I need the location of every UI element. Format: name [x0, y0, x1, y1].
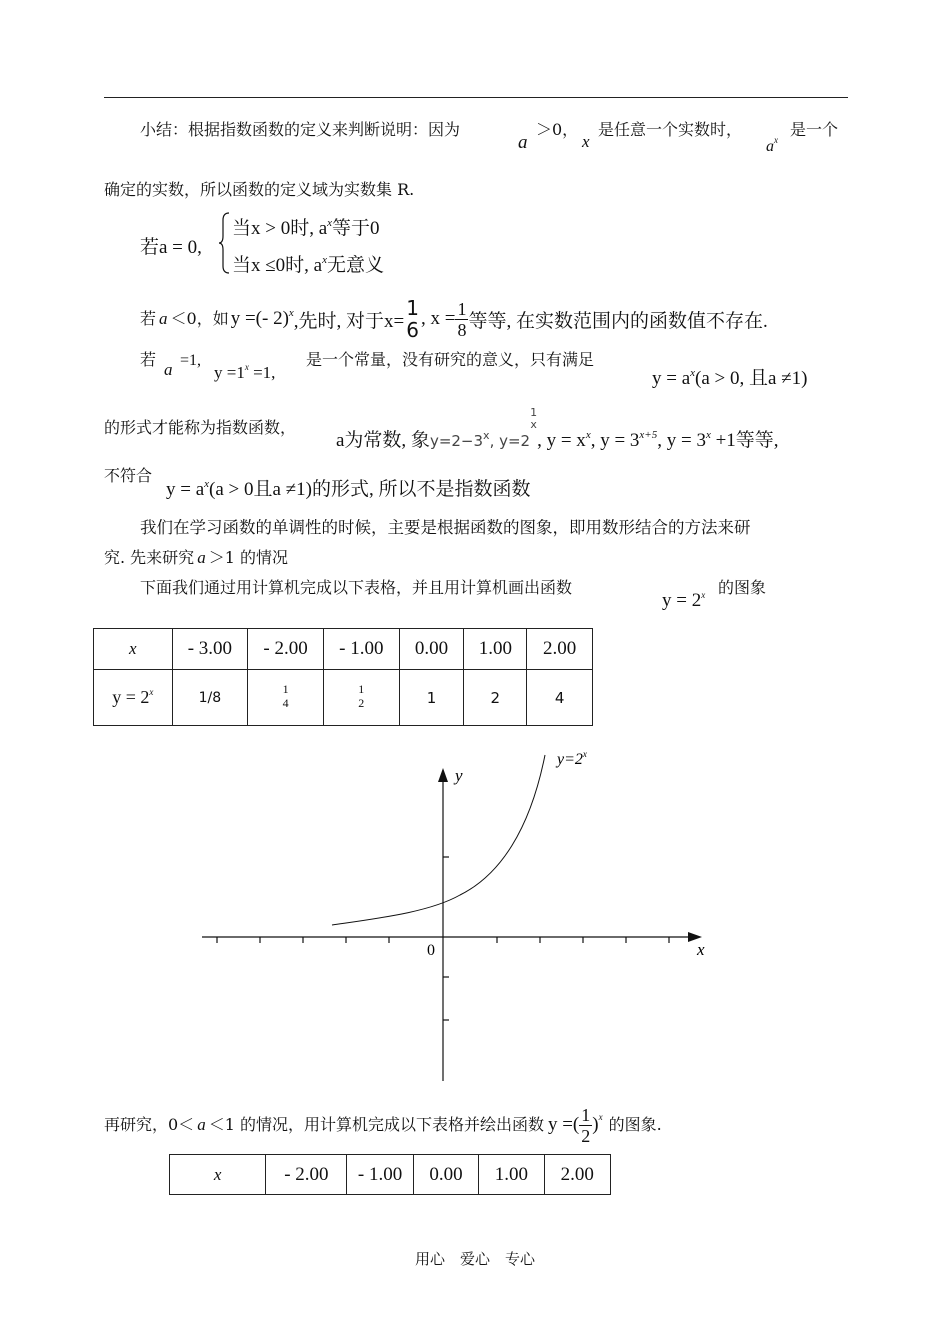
para-table1-end: 的图象	[718, 578, 767, 597]
case-zero-line-2: 当x ≤0时, $a^x$无意义	[232, 254, 385, 276]
para-table1-expr: $y = 2^x$	[662, 590, 706, 611]
para-mono-line-2: 究. 先来研究 a ＞1 的情况	[104, 548, 288, 567]
table-cell: 0.00	[413, 1155, 478, 1195]
table-cell: 1 2	[323, 670, 399, 726]
y-ticks	[443, 857, 449, 1020]
table-cell: 0.00	[399, 629, 464, 670]
case-one-text: 是一个常量，没有研究的意义，只有满足	[306, 350, 595, 369]
summary-ax: $a^x$	[766, 135, 778, 155]
case-one-form: $y = a^x(a > 0$, 且a ≠1)	[652, 367, 808, 389]
summary-line-1: 小结：根据指数函数的定义来判断说明：因为	[140, 120, 461, 139]
table-cell: 1.00	[479, 1155, 544, 1195]
table-cell: - 3.00	[172, 629, 248, 670]
fraction-one-half: $\frac{1}{2}$	[581, 1104, 591, 1146]
para-mono-line-1: 我们在学习函数的单调性的时候，主要是根据函数的图象，即用数形结合的方法来研	[140, 518, 751, 537]
table-row	[94, 670, 593, 726]
table-cell: 1 4	[248, 670, 324, 726]
summary-var-a: a	[518, 132, 528, 153]
table-cell: 1	[399, 670, 464, 726]
case-one-a: a	[164, 360, 173, 379]
fraction-one-sixth: 1 6	[406, 296, 419, 342]
table-cell: 1.00	[464, 629, 527, 670]
summary-text-c: 是一个	[790, 120, 839, 139]
case-one-ruo: 若	[140, 350, 157, 369]
not-fit-label: 不符合	[104, 466, 153, 485]
summary-var-x: x	[582, 132, 590, 151]
exponential-curve	[332, 755, 545, 925]
page-footer: 用心 爱心 专心	[414, 1250, 535, 1268]
para-table1-text: 下面我们通过用计算机完成以下表格，并且用计算机画出函数	[140, 578, 573, 597]
table-cell: - 2.00	[248, 629, 324, 670]
table-header-cell: x	[170, 1155, 266, 1195]
table-cell: 1/8	[172, 670, 248, 726]
table-cell: 2.00	[544, 1155, 610, 1195]
table-cell: 4	[527, 670, 593, 726]
brace-icon	[218, 212, 230, 274]
summary-text-b: 是任意一个实数时，	[598, 120, 743, 139]
table-cell: - 1.00	[347, 1155, 413, 1195]
header-rule	[104, 97, 848, 98]
x-axis-label: x	[697, 940, 705, 959]
form-line-examples: a为常数, 象$y=2-3^x$, y=2 1 x , $y = x^x$, $y = 3^{x+5}$, $y = 3^x +1$等等,	[336, 406, 779, 451]
curve-label: $y=2^x$	[557, 749, 587, 768]
table-row	[170, 1155, 611, 1195]
table-cell: - 2.00	[266, 1155, 347, 1195]
para-table2-line: 再研究，0＜ a ＜1 的情况，用计算机完成以下表格并绘出函数 y =( $\frac{1}{2}$ )$^x$ 的图象.	[104, 1104, 662, 1146]
y-axis-label: y	[455, 766, 463, 785]
y-axis-arrow-icon	[438, 768, 448, 782]
table-cell: - 1.00	[323, 629, 399, 670]
summary-line-2: 确定的实数，所以函数的定义域为实数集 R.	[104, 180, 415, 199]
origin-label: 0	[427, 942, 435, 959]
table-header-cell: x	[94, 629, 173, 670]
case-one-eq1: =1,	[180, 352, 202, 369]
exponential-graph	[0, 740, 950, 1100]
not-fit-expr: $y = a^x(a > 0$且a ≠1)的形式, 所以不是指数函数	[166, 478, 531, 500]
table-header-cell: $y = 2^x$	[94, 670, 173, 726]
fraction-one-eighth: $\frac{1}{8}$	[457, 298, 467, 340]
value-table-1	[93, 628, 593, 726]
table-cell: 2	[464, 670, 527, 726]
summary-gt0: ＞0，	[536, 120, 579, 139]
table-cell: 2.00	[527, 629, 593, 670]
case-one-expr: $y =1^x =1$,	[214, 362, 276, 382]
case-zero-line-1: 当x > 0时, $a^x$等于0	[232, 217, 380, 239]
form-line-text: 的形式才能称为指数函数，	[104, 418, 297, 437]
value-table-2	[169, 1154, 611, 1195]
table-row	[94, 629, 593, 670]
case-neg-line: 若 a ＜0，如 y =(- 2)$^x$ ,先时, 对于x= 1 6 , x = $\frac{1}{8}$ 等等, 在实数范围内的函数值不存在.	[140, 296, 768, 342]
case-zero-prefix: 若a = 0,	[140, 237, 202, 258]
